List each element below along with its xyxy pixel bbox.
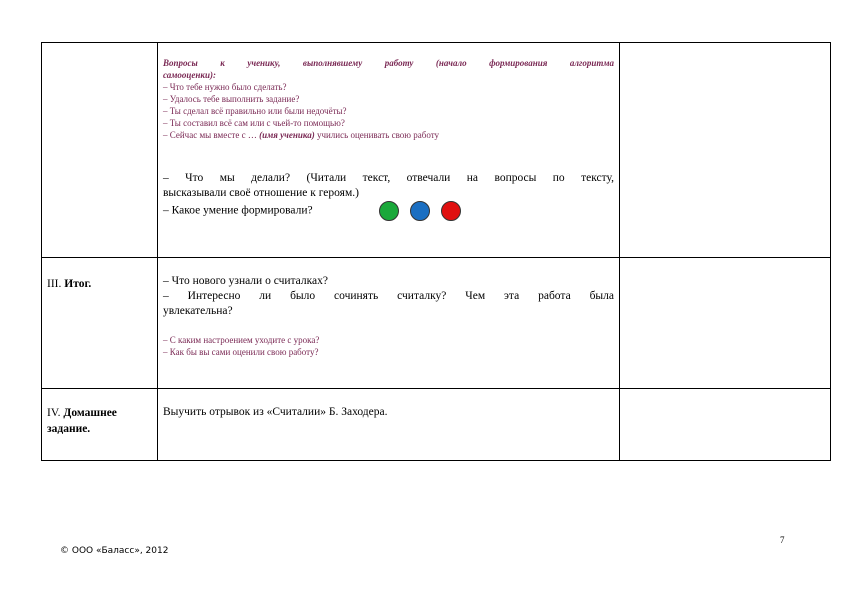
- green-circle: [379, 201, 399, 221]
- stage-cell: [42, 43, 158, 258]
- intro-text: Вопросы к ученику, выполнявшему работу (начало формирования алгоритма: [163, 58, 614, 68]
- stage-label: [42, 389, 157, 441]
- mood-questions: [163, 334, 614, 358]
- intro-text-cont: самооценки):: [163, 70, 216, 80]
- summary-question-1: – Что нового узнали о считалках?: [163, 275, 328, 287]
- page-number: 7: [780, 535, 785, 545]
- traffic-light-circles: [379, 201, 469, 221]
- question-3: – Ты сделал всё правильно или были недочёты?: [163, 106, 347, 116]
- question-4: – Ты составил всё сам или с чьей-то помощью?: [163, 118, 345, 128]
- stage-number: IV.: [47, 407, 61, 419]
- question-2: – Удалось тебе выполнить задание?: [163, 94, 300, 104]
- self-assessment-questions: [163, 57, 614, 141]
- table-row: [42, 258, 831, 389]
- stage-cell: [42, 389, 158, 461]
- question-5: [163, 129, 614, 141]
- mood-question-2: – Как бы вы сами оценили свою работу?: [163, 347, 319, 357]
- question-5-prefix: – Сейчас мы вместе с …: [163, 130, 257, 140]
- content-cell: [158, 258, 620, 389]
- content-cell: [158, 389, 620, 461]
- reflection-questions: [163, 171, 614, 221]
- lesson-plan-table: [41, 42, 831, 461]
- stage-label: [42, 258, 157, 296]
- notes-cell: [620, 43, 831, 258]
- what-did-we-do-line1: – Что мы делали? (Читали текст, отвечали на вопросы по тексту,: [163, 172, 614, 184]
- content-cell: [158, 43, 620, 258]
- stage-title-2: задание.: [47, 423, 91, 435]
- homework-text: Выучить отрывок из «Считалии» Б. Заходера.: [163, 406, 388, 418]
- notes-cell: [620, 258, 831, 389]
- mood-question-1: – С каким настроением уходите с урока?: [163, 335, 320, 345]
- summary-question-2-line2: увлекательна?: [163, 305, 233, 317]
- summary-questions: [163, 274, 614, 319]
- blue-circle: [410, 201, 430, 221]
- copyright-footer: © ООО «Баласс», 2012: [60, 546, 169, 556]
- skill-question: – Какое умение формировали?: [163, 204, 313, 217]
- stage-cell: [42, 258, 158, 389]
- table-row: [42, 389, 831, 461]
- what-did-we-do-line2: высказывали своё отношение к героям.): [163, 187, 359, 199]
- table-row: [42, 43, 831, 258]
- summary-question-2-line1: – Интересно ли было сочинять считалку? Чем эта работа была: [163, 290, 614, 302]
- question-5-suffix: учились оценивать свою работу: [316, 130, 440, 140]
- question-1: – Что тебе нужно было сделать?: [163, 82, 287, 92]
- red-circle: [441, 201, 461, 221]
- stage-title-1: Домашнее: [63, 407, 117, 419]
- notes-cell: [620, 389, 831, 461]
- skill-question-row: [163, 201, 614, 221]
- student-name-placeholder: (имя ученика): [259, 130, 315, 140]
- stage-title: Итог.: [64, 278, 92, 290]
- stage-number: III.: [47, 278, 62, 290]
